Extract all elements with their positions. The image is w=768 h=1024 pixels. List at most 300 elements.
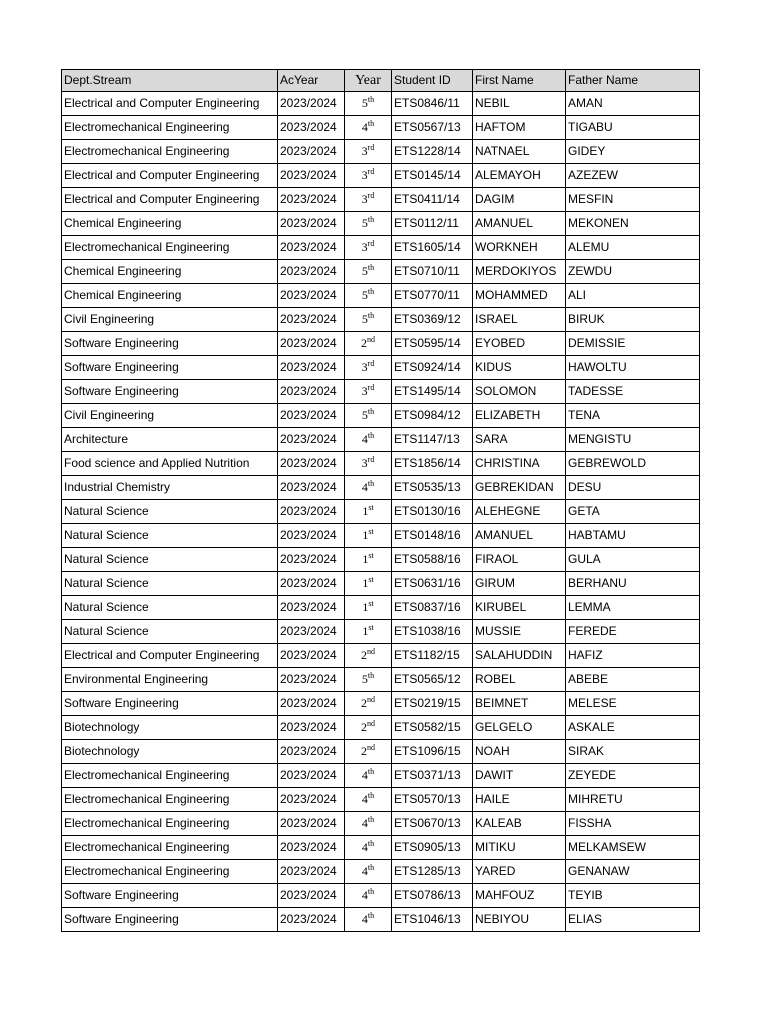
table-row: [62, 164, 700, 188]
year-suffix: th: [367, 887, 375, 896]
year-cell: [345, 452, 392, 476]
year-cell: [345, 332, 392, 356]
student-id-cell: ETS0905/13: [392, 836, 473, 860]
student-id-cell: ETS1096/15: [392, 740, 473, 764]
year-cell: [345, 164, 392, 188]
father-name-cell: GULA: [566, 548, 700, 572]
first-name-cell: NEBIL: [473, 92, 566, 116]
first-name-cell: KALEAB: [473, 812, 566, 836]
first-name-cell: ALEMAYOH: [473, 164, 566, 188]
ac-year-cell: 2023/2024: [278, 380, 345, 404]
year-cell: [345, 716, 392, 740]
year-suffix: rd: [367, 359, 375, 368]
dept-stream-cell: Electrical and Computer Engineering: [62, 188, 278, 212]
student-id-cell: ETS0130/16: [392, 500, 473, 524]
year-suffix: st: [368, 551, 374, 560]
year-number: 3: [361, 144, 368, 158]
student-id-cell: ETS0837/16: [392, 596, 473, 620]
year-cell: [345, 116, 392, 140]
father-name-cell: FISSHA: [566, 812, 700, 836]
student-id-cell: ETS0112/11: [392, 212, 473, 236]
first-name-cell: ROBEL: [473, 668, 566, 692]
year-cell: [345, 404, 392, 428]
table-row: [62, 884, 700, 908]
year-suffix: rd: [367, 455, 375, 464]
dept-stream-cell: Electromechanical Engineering: [62, 116, 278, 140]
year-suffix: th: [367, 431, 375, 440]
student-id-cell: ETS1605/14: [392, 236, 473, 260]
year-number: 3: [361, 384, 368, 398]
year-cell: [345, 908, 392, 932]
table-row: [62, 668, 700, 692]
table-row: [62, 812, 700, 836]
year-cell: [345, 500, 392, 524]
ac-year-cell: 2023/2024: [278, 572, 345, 596]
first-name-cell: SALAHUDDIN: [473, 644, 566, 668]
year-number: 3: [361, 240, 368, 254]
student-id-cell: ETS0582/15: [392, 716, 473, 740]
year-suffix: th: [367, 119, 375, 128]
table-row: [62, 284, 700, 308]
table-row: [62, 548, 700, 572]
year-cell: [345, 380, 392, 404]
table-row: [62, 644, 700, 668]
student-id-cell: ETS0786/13: [392, 884, 473, 908]
student-id-cell: ETS1038/16: [392, 620, 473, 644]
dept-stream-cell: Software Engineering: [62, 692, 278, 716]
table-row: [62, 140, 700, 164]
year-suffix: th: [367, 287, 375, 296]
father-name-cell: MEKONEN: [566, 212, 700, 236]
dept-stream-cell: Electromechanical Engineering: [62, 140, 278, 164]
year-suffix: th: [367, 479, 375, 488]
ac-year-cell: 2023/2024: [278, 860, 345, 884]
ac-year-cell: 2023/2024: [278, 92, 345, 116]
ac-year-cell: 2023/2024: [278, 428, 345, 452]
header-row: [62, 70, 700, 92]
year-suffix: th: [367, 911, 375, 920]
year-cell: [345, 524, 392, 548]
father-name-cell: DEMISSIE: [566, 332, 700, 356]
first-name-cell: MERDOKIYOS: [473, 260, 566, 284]
first-name-cell: SOLOMON: [473, 380, 566, 404]
father-name-cell: ALI: [566, 284, 700, 308]
first-name-cell: MOHAMMED: [473, 284, 566, 308]
first-name-cell: DAGIM: [473, 188, 566, 212]
dept-stream-cell: Natural Science: [62, 572, 278, 596]
table-row: [62, 740, 700, 764]
column-header-year: Year: [345, 70, 392, 92]
table-row: [62, 308, 700, 332]
year-number: 4: [361, 912, 368, 926]
ac-year-cell: 2023/2024: [278, 500, 345, 524]
dept-stream-cell: Natural Science: [62, 548, 278, 572]
student-id-cell: ETS0411/14: [392, 188, 473, 212]
dept-stream-cell: Electromechanical Engineering: [62, 860, 278, 884]
first-name-cell: ELIZABETH: [473, 404, 566, 428]
column-header-father-name: Father Name: [566, 70, 700, 92]
year-cell: [345, 140, 392, 164]
first-name-cell: GEBREKIDAN: [473, 476, 566, 500]
table-row: [62, 860, 700, 884]
first-name-cell: KIDUS: [473, 356, 566, 380]
student-id-cell: ETS0371/13: [392, 764, 473, 788]
year-suffix: nd: [367, 647, 375, 656]
year-suffix: th: [367, 815, 375, 824]
student-id-cell: ETS0570/13: [392, 788, 473, 812]
ac-year-cell: 2023/2024: [278, 332, 345, 356]
year-cell: [345, 740, 392, 764]
ac-year-cell: 2023/2024: [278, 620, 345, 644]
table-row: [62, 380, 700, 404]
student-id-cell: ETS0219/15: [392, 692, 473, 716]
father-name-cell: TIGABU: [566, 116, 700, 140]
ac-year-cell: 2023/2024: [278, 284, 345, 308]
year-suffix: nd: [367, 695, 375, 704]
dept-stream-cell: Food science and Applied Nutrition: [62, 452, 278, 476]
ac-year-cell: 2023/2024: [278, 764, 345, 788]
ac-year-cell: 2023/2024: [278, 788, 345, 812]
year-suffix: th: [367, 215, 375, 224]
year-suffix: th: [367, 95, 375, 104]
table-row: [62, 476, 700, 500]
ac-year-cell: 2023/2024: [278, 188, 345, 212]
year-number: 2: [361, 648, 367, 662]
year-number: 4: [361, 120, 368, 134]
year-cell: [345, 668, 392, 692]
year-number: 1: [362, 552, 369, 566]
year-cell: [345, 308, 392, 332]
student-id-cell: ETS0145/14: [392, 164, 473, 188]
year-suffix: th: [367, 263, 375, 272]
father-name-cell: ZEWDU: [566, 260, 700, 284]
year-number: 4: [361, 480, 368, 494]
student-id-cell: ETS0595/14: [392, 332, 473, 356]
year-cell: [345, 572, 392, 596]
column-header-student-id: Student ID: [392, 70, 473, 92]
father-name-cell: GEBREWOLD: [566, 452, 700, 476]
first-name-cell: AMANUEL: [473, 212, 566, 236]
father-name-cell: ZEYEDE: [566, 764, 700, 788]
year-cell: [345, 356, 392, 380]
father-name-cell: TEYIB: [566, 884, 700, 908]
ac-year-cell: 2023/2024: [278, 116, 345, 140]
year-number: 3: [361, 168, 368, 182]
year-number: 5: [361, 216, 368, 230]
year-cell: [345, 92, 392, 116]
first-name-cell: DAWIT: [473, 764, 566, 788]
father-name-cell: TADESSE: [566, 380, 700, 404]
table-row: [62, 236, 700, 260]
ac-year-cell: 2023/2024: [278, 236, 345, 260]
dept-stream-cell: Natural Science: [62, 524, 278, 548]
table-row: [62, 116, 700, 140]
table-row: [62, 332, 700, 356]
dept-stream-cell: Software Engineering: [62, 380, 278, 404]
father-name-cell: MELKAMSEW: [566, 836, 700, 860]
student-id-cell: ETS0631/16: [392, 572, 473, 596]
year-number: 4: [361, 840, 368, 854]
student-id-cell: ETS0588/16: [392, 548, 473, 572]
first-name-cell: GIRUM: [473, 572, 566, 596]
student-id-cell: ETS1228/14: [392, 140, 473, 164]
father-name-cell: ABEBE: [566, 668, 700, 692]
dept-stream-cell: Electrical and Computer Engineering: [62, 164, 278, 188]
dept-stream-cell: Chemical Engineering: [62, 284, 278, 308]
student-id-cell: ETS0770/11: [392, 284, 473, 308]
year-cell: [345, 260, 392, 284]
year-suffix: st: [368, 599, 374, 608]
first-name-cell: MUSSIE: [473, 620, 566, 644]
table-row: [62, 260, 700, 284]
table-row: [62, 716, 700, 740]
dept-stream-cell: Electromechanical Engineering: [62, 836, 278, 860]
year-cell: [345, 692, 392, 716]
dept-stream-cell: Electromechanical Engineering: [62, 812, 278, 836]
father-name-cell: ALEMU: [566, 236, 700, 260]
table-row: [62, 188, 700, 212]
father-name-cell: HAFIZ: [566, 644, 700, 668]
dept-stream-cell: Natural Science: [62, 620, 278, 644]
ac-year-cell: 2023/2024: [278, 884, 345, 908]
year-number: 4: [361, 792, 368, 806]
year-number: 2: [361, 336, 367, 350]
year-number: 4: [361, 768, 368, 782]
ac-year-cell: 2023/2024: [278, 548, 345, 572]
father-name-cell: BERHANU: [566, 572, 700, 596]
student-table: [61, 69, 700, 932]
year-suffix: st: [368, 623, 374, 632]
year-cell: [345, 620, 392, 644]
first-name-cell: FIRAOL: [473, 548, 566, 572]
year-number: 5: [361, 264, 368, 278]
father-name-cell: AMAN: [566, 92, 700, 116]
table-row: [62, 212, 700, 236]
first-name-cell: BEIMNET: [473, 692, 566, 716]
year-number: 1: [362, 624, 369, 638]
father-name-cell: DESU: [566, 476, 700, 500]
ac-year-cell: 2023/2024: [278, 836, 345, 860]
first-name-cell: ISRAEL: [473, 308, 566, 332]
first-name-cell: NATNAEL: [473, 140, 566, 164]
father-name-cell: MIHRETU: [566, 788, 700, 812]
student-id-cell: ETS1147/13: [392, 428, 473, 452]
father-name-cell: BIRUK: [566, 308, 700, 332]
father-name-cell: MENGISTU: [566, 428, 700, 452]
father-name-cell: ASKALE: [566, 716, 700, 740]
first-name-cell: ALEHEGNE: [473, 500, 566, 524]
year-number: 4: [361, 816, 368, 830]
year-suffix: th: [367, 767, 375, 776]
year-cell: [345, 284, 392, 308]
table-row: [62, 692, 700, 716]
dept-stream-cell: Software Engineering: [62, 908, 278, 932]
dept-stream-cell: Software Engineering: [62, 884, 278, 908]
father-name-cell: TENA: [566, 404, 700, 428]
year-number: 1: [362, 576, 369, 590]
father-name-cell: GENANAW: [566, 860, 700, 884]
student-id-cell: ETS1046/13: [392, 908, 473, 932]
ac-year-cell: 2023/2024: [278, 596, 345, 620]
student-id-cell: ETS0670/13: [392, 812, 473, 836]
ac-year-cell: 2023/2024: [278, 476, 345, 500]
year-number: 4: [361, 888, 368, 902]
dept-stream-cell: Software Engineering: [62, 332, 278, 356]
year-suffix: rd: [367, 191, 375, 200]
dept-stream-cell: Electromechanical Engineering: [62, 788, 278, 812]
student-id-cell: ETS1856/14: [392, 452, 473, 476]
column-header-first-name: First Name: [473, 70, 566, 92]
dept-stream-cell: Electrical and Computer Engineering: [62, 92, 278, 116]
year-cell: [345, 236, 392, 260]
table-row: [62, 788, 700, 812]
year-number: 1: [362, 528, 369, 542]
father-name-cell: ELIAS: [566, 908, 700, 932]
student-id-cell: ETS0984/12: [392, 404, 473, 428]
student-id-cell: ETS0710/11: [392, 260, 473, 284]
first-name-cell: WORKNEH: [473, 236, 566, 260]
dept-stream-cell: Biotechnology: [62, 740, 278, 764]
year-cell: [345, 764, 392, 788]
father-name-cell: GIDEY: [566, 140, 700, 164]
student-id-cell: ETS1182/15: [392, 644, 473, 668]
year-suffix: th: [367, 671, 375, 680]
first-name-cell: SARA: [473, 428, 566, 452]
dept-stream-cell: Environmental Engineering: [62, 668, 278, 692]
column-header-dept-stream: Dept.Stream: [62, 70, 278, 92]
dept-stream-cell: Natural Science: [62, 596, 278, 620]
table-body: [62, 92, 700, 932]
student-id-cell: ETS0535/13: [392, 476, 473, 500]
ac-year-cell: 2023/2024: [278, 452, 345, 476]
father-name-cell: FEREDE: [566, 620, 700, 644]
table-row: [62, 356, 700, 380]
year-number: 1: [362, 600, 369, 614]
table-row: [62, 452, 700, 476]
ac-year-cell: 2023/2024: [278, 668, 345, 692]
year-cell: [345, 812, 392, 836]
dept-stream-cell: Industrial Chemistry: [62, 476, 278, 500]
first-name-cell: HAILE: [473, 788, 566, 812]
year-number: 4: [361, 432, 368, 446]
year-cell: [345, 836, 392, 860]
father-name-cell: SIRAK: [566, 740, 700, 764]
father-name-cell: MELESE: [566, 692, 700, 716]
dept-stream-cell: Biotechnology: [62, 716, 278, 740]
student-id-cell: ETS0846/11: [392, 92, 473, 116]
first-name-cell: KIRUBEL: [473, 596, 566, 620]
dept-stream-cell: Software Engineering: [62, 356, 278, 380]
year-number: 2: [361, 744, 367, 758]
dept-stream-cell: Electromechanical Engineering: [62, 764, 278, 788]
ac-year-cell: 2023/2024: [278, 692, 345, 716]
year-cell: [345, 476, 392, 500]
year-suffix: th: [367, 863, 375, 872]
first-name-cell: MAHFOUZ: [473, 884, 566, 908]
year-number: 3: [361, 192, 368, 206]
year-cell: [345, 788, 392, 812]
year-cell: [345, 644, 392, 668]
ac-year-cell: 2023/2024: [278, 140, 345, 164]
first-name-cell: CHRISTINA: [473, 452, 566, 476]
ac-year-cell: 2023/2024: [278, 908, 345, 932]
dept-stream-cell: Chemical Engineering: [62, 260, 278, 284]
student-id-cell: ETS1285/13: [392, 860, 473, 884]
year-suffix: rd: [367, 239, 375, 248]
year-suffix: st: [368, 575, 374, 584]
year-suffix: th: [367, 407, 375, 416]
student-id-cell: ETS1495/14: [392, 380, 473, 404]
father-name-cell: LEMMA: [566, 596, 700, 620]
father-name-cell: GETA: [566, 500, 700, 524]
ac-year-cell: 2023/2024: [278, 644, 345, 668]
dept-stream-cell: Electrical and Computer Engineering: [62, 644, 278, 668]
year-suffix: nd: [367, 719, 375, 728]
year-number: 5: [361, 96, 368, 110]
table-row: [62, 620, 700, 644]
father-name-cell: AZEZEW: [566, 164, 700, 188]
year-suffix: st: [368, 527, 374, 536]
ac-year-cell: 2023/2024: [278, 740, 345, 764]
year-cell: [345, 884, 392, 908]
table-row: [62, 92, 700, 116]
first-name-cell: MITIKU: [473, 836, 566, 860]
year-suffix: rd: [367, 383, 375, 392]
first-name-cell: HAFTOM: [473, 116, 566, 140]
table-row: [62, 524, 700, 548]
year-suffix: nd: [367, 335, 375, 344]
year-number: 4: [361, 864, 368, 878]
year-suffix: st: [368, 503, 374, 512]
student-id-cell: ETS0369/12: [392, 308, 473, 332]
year-suffix: th: [367, 839, 375, 848]
year-cell: [345, 212, 392, 236]
ac-year-cell: 2023/2024: [278, 356, 345, 380]
table-row: [62, 404, 700, 428]
ac-year-cell: 2023/2024: [278, 212, 345, 236]
year-number: 5: [361, 312, 368, 326]
year-cell: [345, 860, 392, 884]
year-number: 3: [361, 456, 368, 470]
year-cell: [345, 428, 392, 452]
ac-year-cell: 2023/2024: [278, 404, 345, 428]
father-name-cell: MESFIN: [566, 188, 700, 212]
table-row: [62, 572, 700, 596]
ac-year-cell: 2023/2024: [278, 164, 345, 188]
table-row: [62, 500, 700, 524]
father-name-cell: HABTAMU: [566, 524, 700, 548]
table-row: [62, 764, 700, 788]
first-name-cell: NOAH: [473, 740, 566, 764]
year-suffix: th: [367, 311, 375, 320]
first-name-cell: NEBIYOU: [473, 908, 566, 932]
year-suffix: th: [367, 791, 375, 800]
column-header-ac-year: AcYear: [278, 70, 345, 92]
first-name-cell: AMANUEL: [473, 524, 566, 548]
year-suffix: rd: [367, 167, 375, 176]
father-name-cell: HAWOLTU: [566, 356, 700, 380]
student-id-cell: ETS0567/13: [392, 116, 473, 140]
table-row: [62, 908, 700, 932]
table-row: [62, 428, 700, 452]
year-cell: [345, 548, 392, 572]
first-name-cell: YARED: [473, 860, 566, 884]
year-number: 3: [361, 360, 368, 374]
year-cell: [345, 596, 392, 620]
year-number: 5: [361, 288, 368, 302]
dept-stream-cell: Civil Engineering: [62, 404, 278, 428]
student-id-cell: ETS0924/14: [392, 356, 473, 380]
